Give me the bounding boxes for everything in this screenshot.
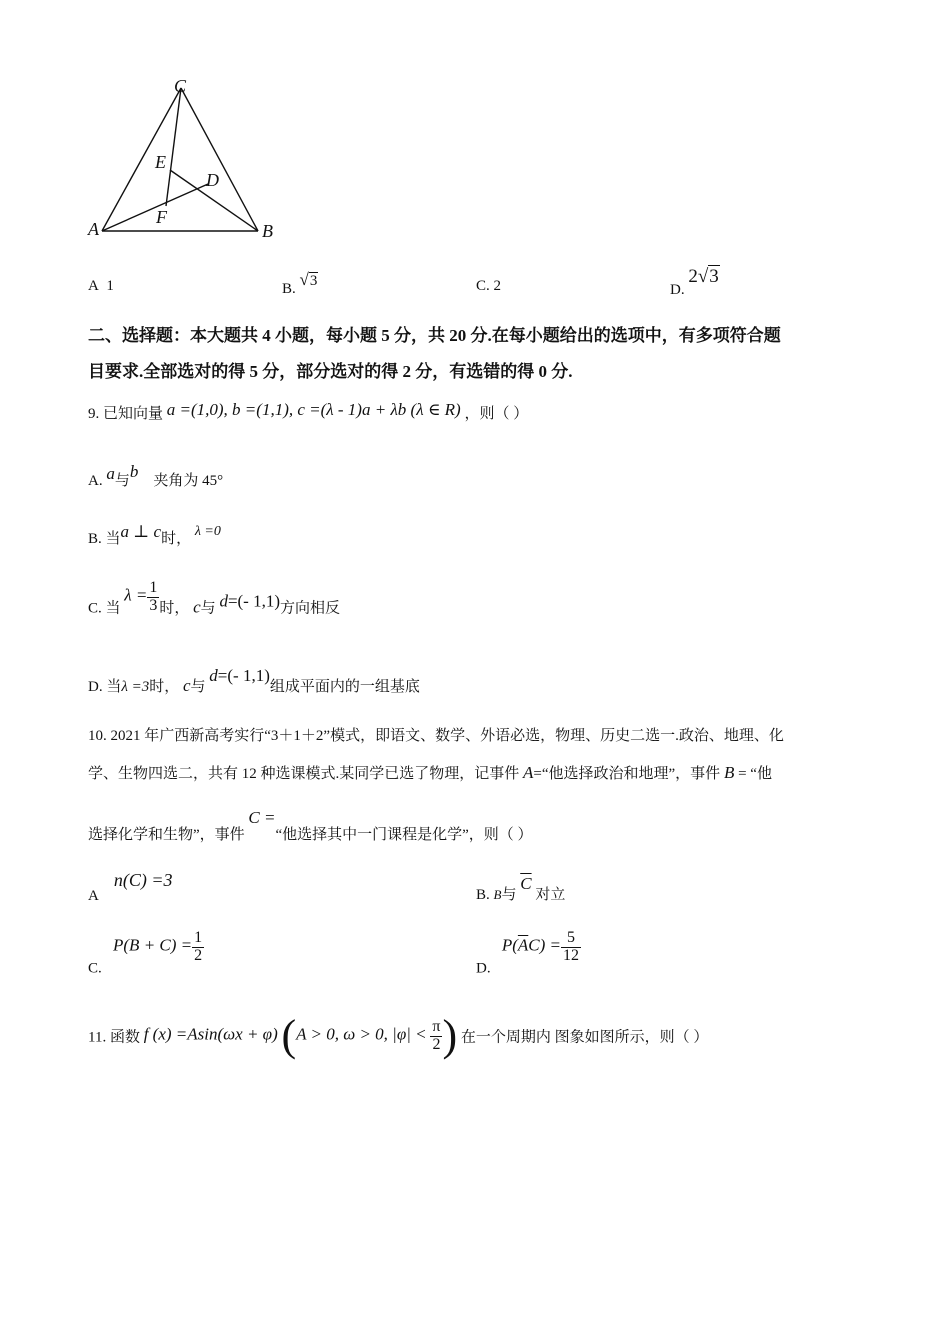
vec-d: d <box>219 591 228 611</box>
option-letter: D. 当 <box>88 679 122 695</box>
option-value: 1 <box>106 278 114 294</box>
q9-stem <box>88 400 528 423</box>
q10-option-a[interactable] <box>88 870 172 905</box>
fraction-num: π <box>432 1017 441 1035</box>
q11-suffix: 在一个周期内 图象如图所示，则（ ） <box>460 1029 709 1046</box>
q9-option-d[interactable] <box>88 666 420 696</box>
q8-option-d[interactable] <box>670 266 720 299</box>
q10-option-b[interactable] <box>476 874 565 904</box>
fraction-den: 12 <box>563 946 580 964</box>
event-b: B <box>493 887 502 902</box>
fraction <box>192 930 204 965</box>
when-text: 时， <box>149 679 180 695</box>
condition: a ⊥ c <box>120 522 162 541</box>
close-paren: ) <box>442 1011 458 1060</box>
vec-c: c <box>182 676 191 695</box>
q10-option-c[interactable] <box>88 930 204 978</box>
section2-line1: 二、选择题：本大题共 4 小题，每小题 5 分，共 20 分.在每小题给出的选项中，有多项符合题 <box>88 326 781 345</box>
event-c-bar: $\overline{C}$ <box>520 874 532 893</box>
option-letter: D. <box>476 960 491 977</box>
vec-a: a <box>106 464 115 483</box>
option-letter: B. <box>282 281 296 297</box>
vec-c: c <box>193 597 201 617</box>
segment-cf <box>166 88 181 206</box>
with-text: 与 <box>114 473 130 489</box>
q11-formula: f (x) =Asin(ωx + φ) <box>143 1024 278 1044</box>
option-formula-p: P( <box>501 935 518 955</box>
d-value: =(- 1,1) <box>227 591 281 611</box>
q10-line3-end: “他选择其中一门课程是化学”，则（ ） <box>275 827 533 843</box>
option-letter: A. <box>88 473 103 489</box>
open-paren: ( <box>281 1011 297 1060</box>
vec-d: d <box>209 666 218 685</box>
q10-line2 <box>88 762 772 783</box>
lambda-eq: λ = <box>124 585 148 605</box>
when-text: 时， <box>161 531 192 547</box>
option-letter: B. 当 <box>88 531 121 547</box>
segment-ad <box>102 184 208 231</box>
sqrt-sign: √ <box>299 270 309 289</box>
fraction-num: 1 <box>194 929 203 946</box>
result: λ =0 <box>194 524 221 539</box>
q9-option-c[interactable] <box>88 580 340 618</box>
q10-option-d[interactable] <box>476 930 581 978</box>
event-b: B <box>723 763 735 782</box>
event-a-bar: $\overline{A}$ <box>517 935 529 955</box>
edge-cb <box>181 88 258 231</box>
option-formula: P(B + C) = <box>113 935 193 955</box>
coef: 2 <box>688 266 698 287</box>
option-letter: C. 当 <box>88 600 121 617</box>
q11-condition: A > 0, ω > 0, |φ| < <box>296 1024 427 1044</box>
option-text: 组成平面内的一组基底 <box>269 679 420 695</box>
event-c: C = <box>248 808 276 827</box>
with-text: 与 <box>501 887 517 903</box>
fraction-num: 1 <box>149 579 158 596</box>
with-text: 与 <box>200 600 216 617</box>
sqrt-value: 3 <box>709 266 719 287</box>
event-a: A <box>523 763 534 782</box>
label-b: B <box>262 221 273 241</box>
section2-line2: 目要求.全部选对的得 5 分，部分选对的得 2 分，有选错的得 0 分. <box>88 362 573 381</box>
option-formula-c: C) = <box>528 935 562 955</box>
fraction <box>561 930 581 965</box>
q9-suffix: ，则（ ） <box>464 406 529 422</box>
q11-stem <box>88 1011 709 1060</box>
option-letter: D. <box>670 282 685 298</box>
option-letter: C. <box>88 960 102 977</box>
q10-line2-end: = “他 <box>738 766 772 782</box>
when-text: 时， <box>159 600 190 617</box>
q10-line3 <box>88 808 533 844</box>
label-c: C <box>174 76 187 96</box>
fraction <box>147 580 159 615</box>
fraction <box>430 1019 442 1054</box>
option-letter: C. 2 <box>476 278 502 294</box>
q10-line3-pre: 选择化学和生物”，事件 <box>88 827 245 843</box>
fraction-num: 5 <box>561 930 581 948</box>
fraction-den: 2 <box>432 1035 441 1053</box>
q8-option-c[interactable] <box>476 278 501 295</box>
label-d: D <box>206 170 219 190</box>
option-formula: n(C) =3 <box>113 870 173 890</box>
option-letter: B. <box>476 887 490 903</box>
fraction-den: 2 <box>194 946 203 964</box>
q9-option-a[interactable] <box>88 462 223 490</box>
fraction-den: 3 <box>149 596 158 614</box>
triangle-figure <box>80 70 290 250</box>
sqrt-value: 3 <box>309 273 318 289</box>
q9-option-b[interactable] <box>88 522 221 548</box>
q10-line1: 10. 2021 年广西新高考实行“3＋1＋2”模式，即语文、数学、外语必选，物理、历史二选一.政治、地理、化 <box>88 728 784 744</box>
with-text: 与 <box>190 679 206 695</box>
option-text: 对立 <box>535 887 566 903</box>
vec-b: b <box>129 462 139 481</box>
condition: λ =3 <box>121 679 150 695</box>
q9-prefix: 9. 已知向量 <box>88 406 164 422</box>
option-text: 夹角为 45° <box>153 473 224 489</box>
q8-option-a[interactable] <box>88 278 114 295</box>
q10-line2-mid: =“他选择政治和地理”，事件 <box>533 766 721 782</box>
option-letter: A <box>88 888 99 904</box>
label-a: A <box>88 219 99 239</box>
q11-prefix: 11. 函数 <box>88 1029 140 1046</box>
label-e: E <box>155 152 166 172</box>
d-value: =(- 1,1) <box>217 666 270 685</box>
q9-formula: a =(1,0), b =(1,1), c =(λ - 1)a + λb (λ ∈ R) <box>166 400 461 419</box>
option-text: 方向相反 <box>280 600 341 617</box>
option-letter: A <box>88 278 99 294</box>
edge-ac <box>102 88 181 231</box>
label-f: F <box>156 207 167 227</box>
q10-line2-pre: 学、生物四选二，共有 12 种选课模式.某同学已选了物理，记事件 <box>88 766 520 782</box>
q8-option-b[interactable] <box>282 270 318 298</box>
sqrt-sign: √ <box>697 266 709 287</box>
